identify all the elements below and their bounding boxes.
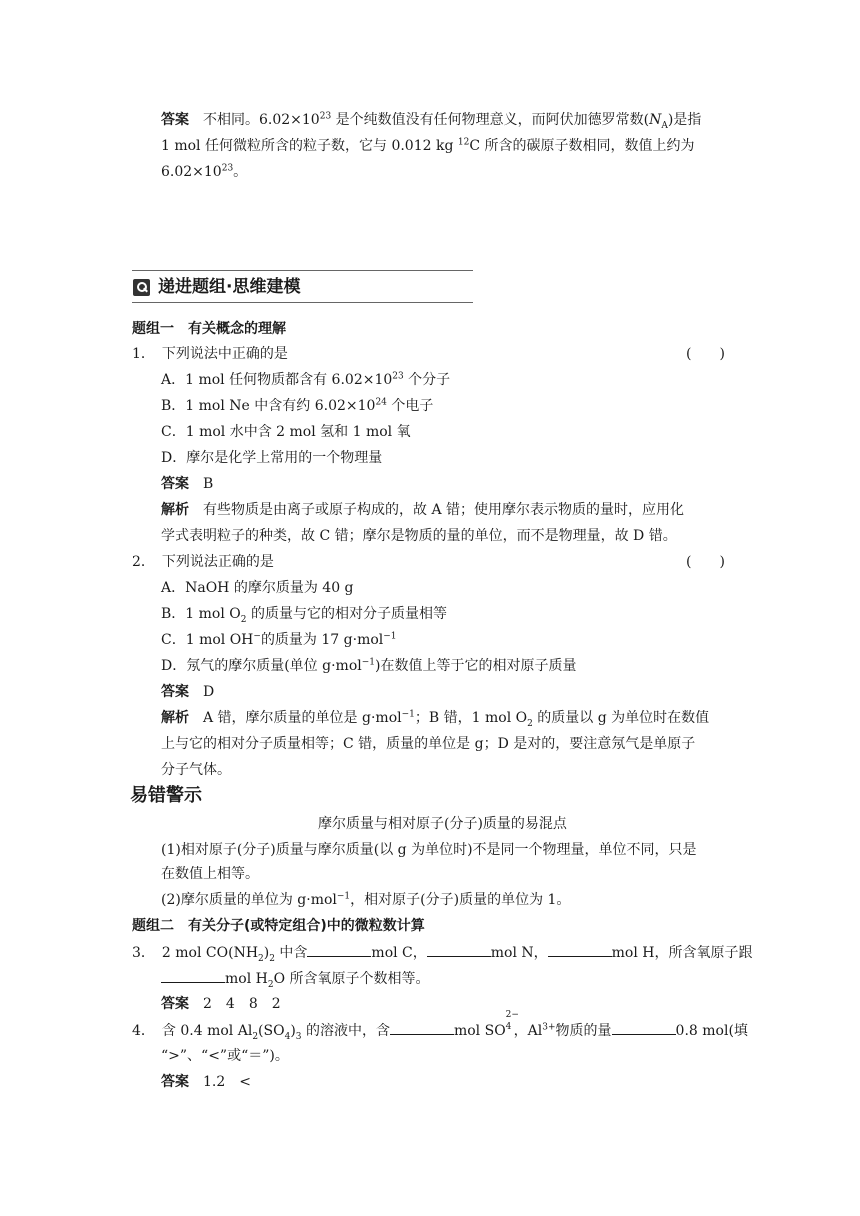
explanation-line-1: 解析 有些物质是由离子或原子构成的，故 A 错；使用摩尔表示物质的量时，应用化 <box>161 502 685 518</box>
intro-line-1: 答案 不相同。$6.02\times 10^{23}$ 是个纯数值没有任何物理意义，而阿伏加德罗常数$(N_A)$是指 <box>161 111 702 131</box>
explanation-line-1: 解析 A 错，摩尔质量的单位是 g·mol$^{-1}$；B 错，1 mol $O_2$ 的质量以 g 为单位时在数值 <box>161 709 710 729</box>
answer-line: 答案 1.2 < <box>161 1074 251 1090</box>
question-3-cont: mol $H_2O$ 所含氧原子个数相等。 <box>161 968 430 989</box>
question-4-cont: “>”、“<”或“＝”)。 <box>161 1048 289 1064</box>
question-2-stem: 2． 下列说法正确的是 <box>132 554 274 570</box>
option-d: D．氖气的摩尔质量(单位 g·mol$^{-1}$)在数值上等于它的相对原子质量 <box>161 657 577 674</box>
question-1-stem: 1． 下列说法中正确的是 <box>132 346 288 362</box>
answer-line: 答案 B <box>161 476 214 492</box>
ion-charge: 2− 4 <box>505 1010 519 1032</box>
fill-blank[interactable] <box>161 968 225 983</box>
option-a: A．NaOH 的摩尔质量为 40 g <box>161 580 354 596</box>
answer-line: 答案 2 4 8 2 <box>161 996 281 1012</box>
answer-paren: ( ) <box>686 346 725 362</box>
answer-paren: ( ) <box>686 554 725 570</box>
option-b: B．1 mol Ne 中含有约 $6.02\times 10^{24}$ 个电子 <box>161 397 434 414</box>
warning-point-1-cont: 在数值上相等。 <box>161 866 259 882</box>
group-title: 题组一 有关概念的理解 <box>132 321 286 337</box>
fill-blank[interactable] <box>390 1020 454 1035</box>
option-a: A．1 mol 任何物质都含有 $6.02\times 10^{23}$ 个分子 <box>161 371 451 388</box>
magnifier-icon <box>133 279 150 296</box>
explanation-line-2: 上与它的相对分子质量相等；C 错，质量的单位是 g；D 是对的，要注意氖气是单原子 <box>161 736 696 752</box>
warning-heading: 易错警示 <box>130 785 202 806</box>
warning-point-1: (1)相对原子(分子)质量与摩尔质量(以 g 为单位时)不是同一个物理量，单位不同，只是 <box>161 842 697 858</box>
warning-point-2: (2)摩尔质量的单位为 g·mol$^{-1}$，相对原子(分子)质量的单位为 1。 <box>161 891 571 908</box>
fill-blank[interactable] <box>307 942 371 957</box>
fill-blank[interactable] <box>612 1020 676 1035</box>
explanation-line-2: 学式表明粒子的种类，故 C 错；摩尔是物质的量的单位，而不是物理量，故 D 错。 <box>161 528 677 544</box>
option-b: B．1 mol $O_2$ 的质量与它的相对分子质量相等 <box>161 606 447 625</box>
section-title: 递进题组·思维建模 <box>158 277 301 297</box>
fill-blank[interactable] <box>548 942 612 957</box>
option-d: D．摩尔是化学上常用的一个物理量 <box>161 450 383 466</box>
section-bottom-rule <box>132 302 473 303</box>
answer-line: 答案 D <box>161 684 215 700</box>
intro-line-3: $6.02\times 10^{23}$。 <box>161 163 248 180</box>
question-4-stem: 4． 含 0.4 mol $Al_2(SO_4)_3$ 的溶液中，含 mol SO 2− 4 ，$Al^{3+}$物质的量 0.8 mol(填 <box>132 1010 748 1042</box>
section-top-rule <box>132 270 473 271</box>
explanation-line-3: 分子气体。 <box>161 762 231 778</box>
question-3-stem: 3． 2 mol $CO(NH_2)_2$ 中含 mol C， mol N， mol H，所含氧原子跟 <box>132 942 753 963</box>
intro-line-2: 1 mol 任何微粒所含的粒子数，它与 0.012 kg $^{12}$C 所含的碳原子数相同，数值上约为 <box>161 137 695 154</box>
fill-blank[interactable] <box>427 942 491 957</box>
option-c: C．1 mol 水中含 2 mol 氢和 1 mol 氧 <box>161 424 411 440</box>
option-c: C．1 mol OH−的质量为 17 g·mol$^{-1}$ <box>161 631 397 648</box>
warning-subtitle: 摩尔质量与相对原子(分子)质量的易混点 <box>318 816 567 832</box>
answer-label: 答案 <box>161 112 189 128</box>
group-title: 题组二 有关分子(或特定组合)中的微粒数计算 <box>132 918 425 934</box>
